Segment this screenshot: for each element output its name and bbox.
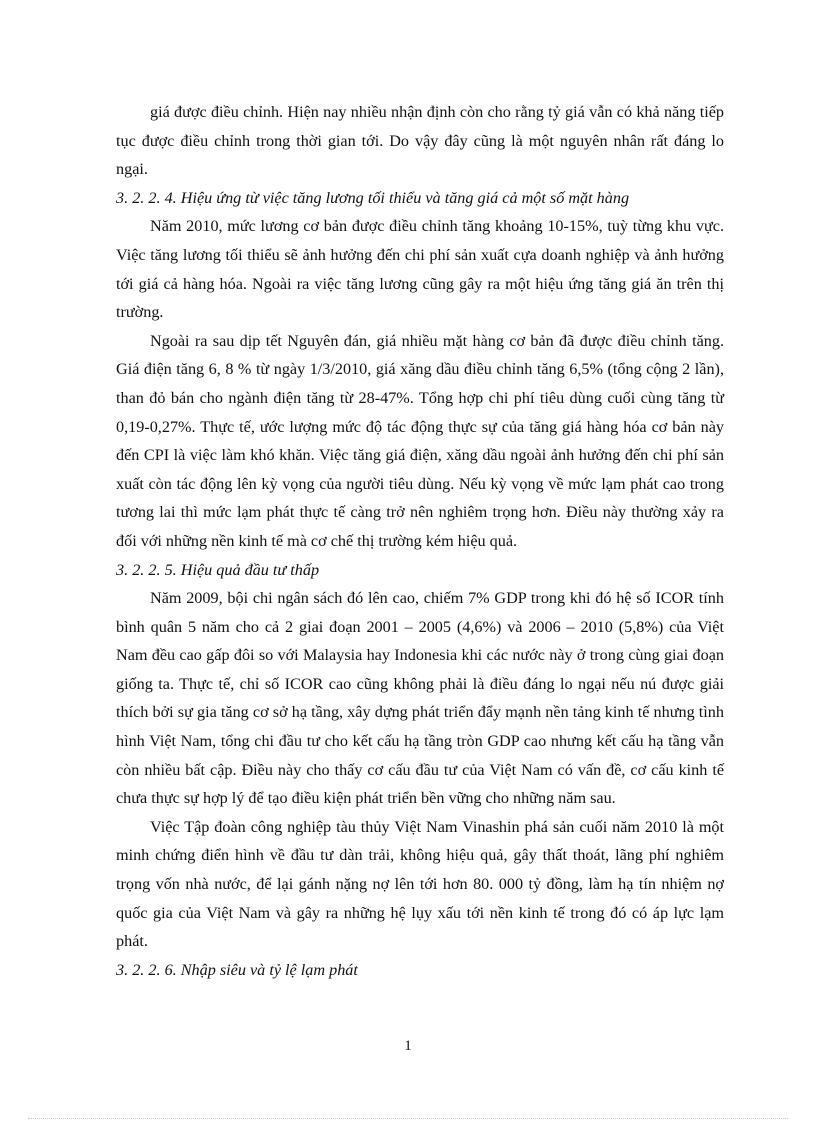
paragraph-exchange-rate-end: giá được điều chỉnh. Hiện nay nhiều nhận định còn cho rằng tỷ giá vẫn có khả năng tiếp tục được điều chỉnh trong thời gian tới. Do vậy đây cũng là một nguyên nhân rất đáng lo ngại. <box>116 103 724 179</box>
paragraph-price-adjustments: Ngoài ra sau dịp tết Nguyên đán, giá nhiều mặt hàng cơ bản đã được điều chỉnh tăng. Giá điện tăng 6, 8 % từ ngày 1/3/2010, giá xăng dầu điều chỉnh tăng 6,5% (tổng cộng 2 lần), than đỏ bán cho ngành điện tăng từ 28-47%. Tổng hợp chi phí tiêu dùng cuối cùng tăng từ 0,19-0,27%. Thực tế, ước lượng mức độ tác động thực sự của tăng giá hàng hóa cơ bản này đến CPI là việc làm khó khăn. Việc tăng giá điện, xăng dầu ngoài ảnh hưởng đến chi phí sản xuất còn tác động lên kỳ vọng của người tiêu dùng. Nếu kỳ vọng về mức lạm phát cao trong tương lai thì mức lạm phát thực tế càng trở nên nghiêm trọng hơn. Điều này thường xảy ra đối với những nền kinh tế mà cơ chế thị trường kém hiệu quả. <box>116 331 724 550</box>
section-heading-3-2-2-4: 3. 2. 2. 4. Hiệu ứng từ việc tăng lương tối thiểu và tăng giá cả một số mặt hàng <box>116 188 630 207</box>
page-bottom-divider <box>28 1118 788 1119</box>
section-heading-3-2-2-6: 3. 2. 2. 6. Nhập siêu và tỷ lệ lạm phát <box>116 960 358 979</box>
section-heading-3-2-2-5: 3. 2. 2. 5. Hiệu quả đầu tư thấp <box>116 560 320 579</box>
paragraph-minimum-wage: Năm 2010, mức lương cơ bản được điều chỉnh tăng khoảng 10-15%, tuỳ từng khu vực. Việc tăng lương tối thiểu sẽ ảnh hưởng đến chi phí sản xuất cựa doanh nghiệp và ảnh hưởng tới giá cả hàng hóa. Ngoài ra việc tăng lương cũng gây ra một hiệu ứng tăng giá ăn trên thị trường. <box>116 217 724 322</box>
paragraph-investment-efficiency: Năm 2009, bội chi ngân sách đó lên cao, chiếm 7% GDP trong khi đó hệ số ICOR tính bình quân 5 năm cho cả 2 giai đoạn 2001 – 2005 (4,6%) và 2006 – 2010 (5,8%) của Việt Nam đều cao gấp đôi so với Malaysia hay Indonesia khi các nước này ở trong cùng giai đoạn giống ta. Thực tế, chỉ số ICOR cao cũng không phải là điều đáng lo ngại nếu nú được giải thích bởi sự gia tăng cơ sở hạ tầng, xây dựng phát triển đẩy mạnh nền tảng kinh tế nhưng tình hình Việt Nam, tổng chi đầu tư cho kết cấu hạ tầng tròn GDP cao nhưng kết cấu hạ tầng vẫn còn nhiều bất cập. Điều này cho thấy cơ cấu đầu tư của Việt Nam có vấn đề, cơ cấu kinh tế chưa thực sự hợp lý để tạo điều kiện phát triển bền vững cho những năm sau. <box>116 589 724 808</box>
page-number: 1 <box>404 1038 412 1054</box>
paragraph-vinashin: Việc Tập đoàn công nghiệp tàu thủy Việt Nam Vinashin phá sản cuối năm 2010 là một minh chứng điển hình về đầu tư dàn trải, không hiệu quả, gây thất thoát, lãng phí nghiêm trọng vốn nhà nước, để lại gánh nặng nợ lên tới hơn 80. 000 tỷ đồng, làm hạ tín nhiệm nợ quốc gia của Việt Nam và gây ra những hệ lụy xấu tới nền kinh tế trong đó có áp lực lạm phát. <box>116 817 724 951</box>
document-body <box>116 98 724 984</box>
